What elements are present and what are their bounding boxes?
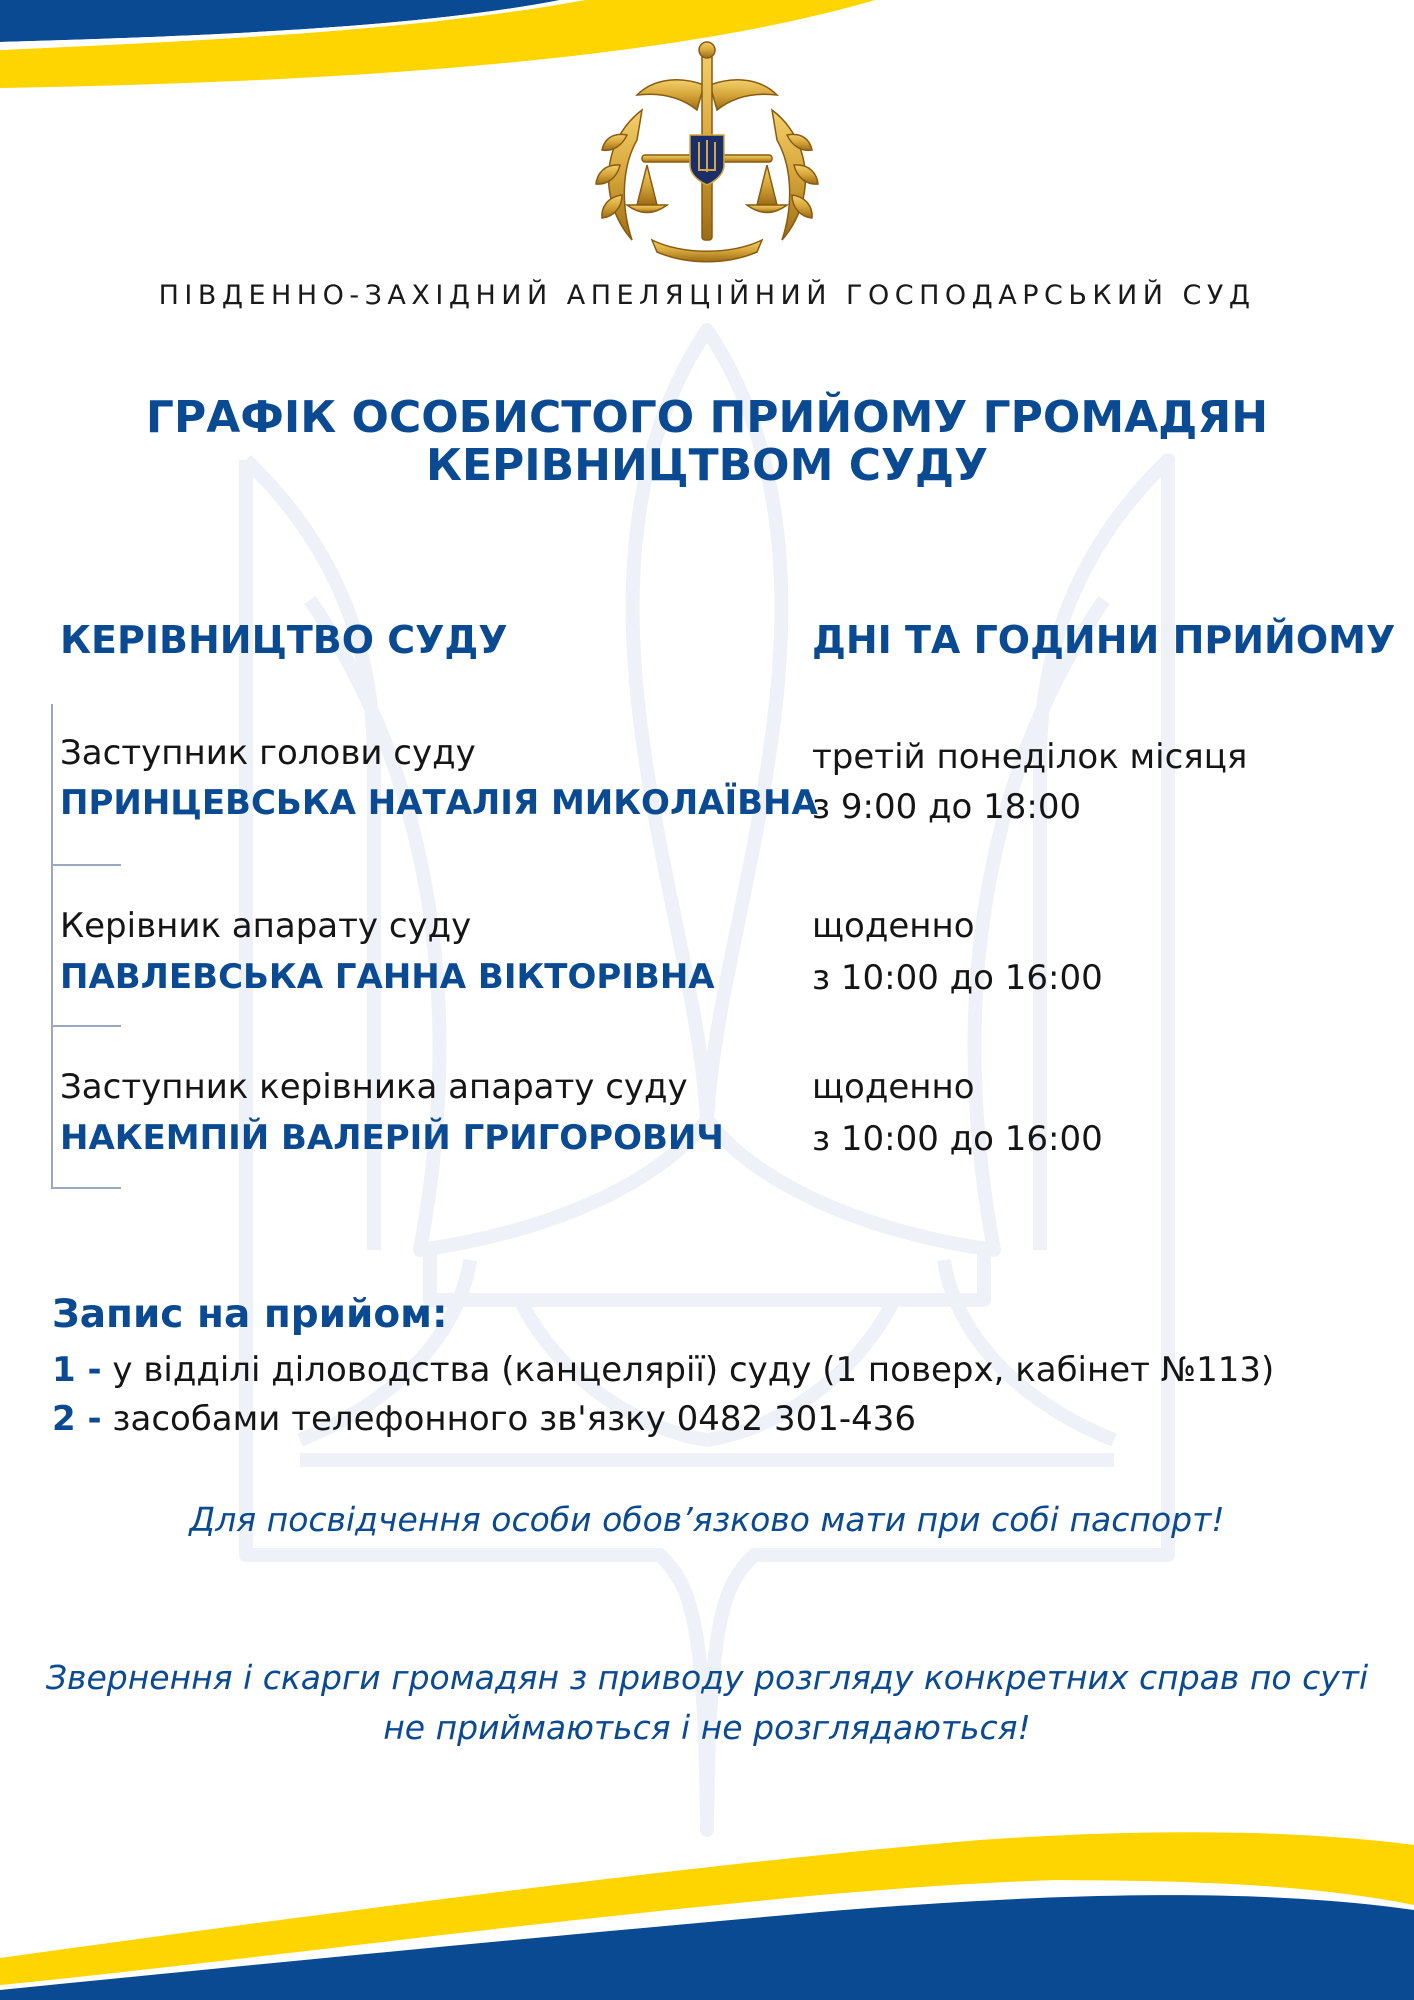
complaints-note-line-2: не приймаються і не розглядаються! <box>383 1708 1031 1747</box>
official-name: НАКЕМПІЙ ВАЛЕРІЙ ГРИГОРОВИЧ <box>60 1118 724 1158</box>
official-name: ПРИНЦЕВСЬКА НАТАЛІЯ МИКОЛАЇВНА <box>60 783 818 823</box>
appointment-item-text: у відділі діловодства (канцелярії) суду (1 поверх, кабінет №113) <box>112 1350 1275 1390</box>
reception-days: щоденно <box>812 1067 975 1107</box>
page-title-line-1: ГРАФІК ОСОБИСТОГО ПРИЙОМУ ГРОМАДЯН <box>145 392 1269 443</box>
table-vertical-rule <box>51 704 53 1188</box>
row-divider <box>51 1025 121 1027</box>
complaints-note-line-1: Звернення і скарги громадян з приводу розгляду конкретних справ по суті <box>45 1658 1369 1697</box>
reception-hours: з 9:00 до 18:00 <box>812 787 1082 827</box>
reception-days: третій понеділок місяця <box>812 737 1248 777</box>
reception-hours: з 10:00 до 16:00 <box>812 958 1103 998</box>
row-divider <box>51 1187 121 1189</box>
row-divider <box>51 864 121 866</box>
passport-note: Для посвідчення особи обов’язково мати при собі паспорт! <box>189 1500 1225 1539</box>
appointment-item-text: засобами телефонного зв'язку 0482 301-436 <box>112 1399 917 1439</box>
page-title-line-2: КЕРІВНИЦТВОМ СУДУ <box>425 440 989 491</box>
column-heading-leadership: КЕРІВНИЦТВО СУДУ <box>60 618 508 662</box>
court-name: ПІВДЕННО-ЗАХІДНИЙ АПЕЛЯЦІЙНИЙ ГОСПОДАРСЬКИЙ СУД <box>158 280 1256 311</box>
appointment-item-number: 1 - <box>52 1350 102 1390</box>
appointment-item-number: 2 - <box>52 1399 102 1439</box>
appointment-item <box>52 1399 916 1439</box>
appointment-heading: Запис на прийом: <box>52 1292 448 1337</box>
reception-days: щоденно <box>812 906 975 946</box>
official-name: ПАВЛЕВСЬКА ГАННА ВІКТОРІВНА <box>60 957 715 997</box>
official-role: Заступник керівника апарату суду <box>60 1067 688 1107</box>
column-heading-schedule: ДНІ ТА ГОДИНИ ПРИЙОМУ <box>812 618 1396 662</box>
reception-hours: з 10:00 до 16:00 <box>812 1119 1103 1159</box>
official-role: Керівник апарату суду <box>60 906 472 946</box>
official-role: Заступник голови суду <box>60 733 476 773</box>
court-emblem-icon <box>582 40 832 270</box>
appointment-item <box>52 1350 1274 1390</box>
